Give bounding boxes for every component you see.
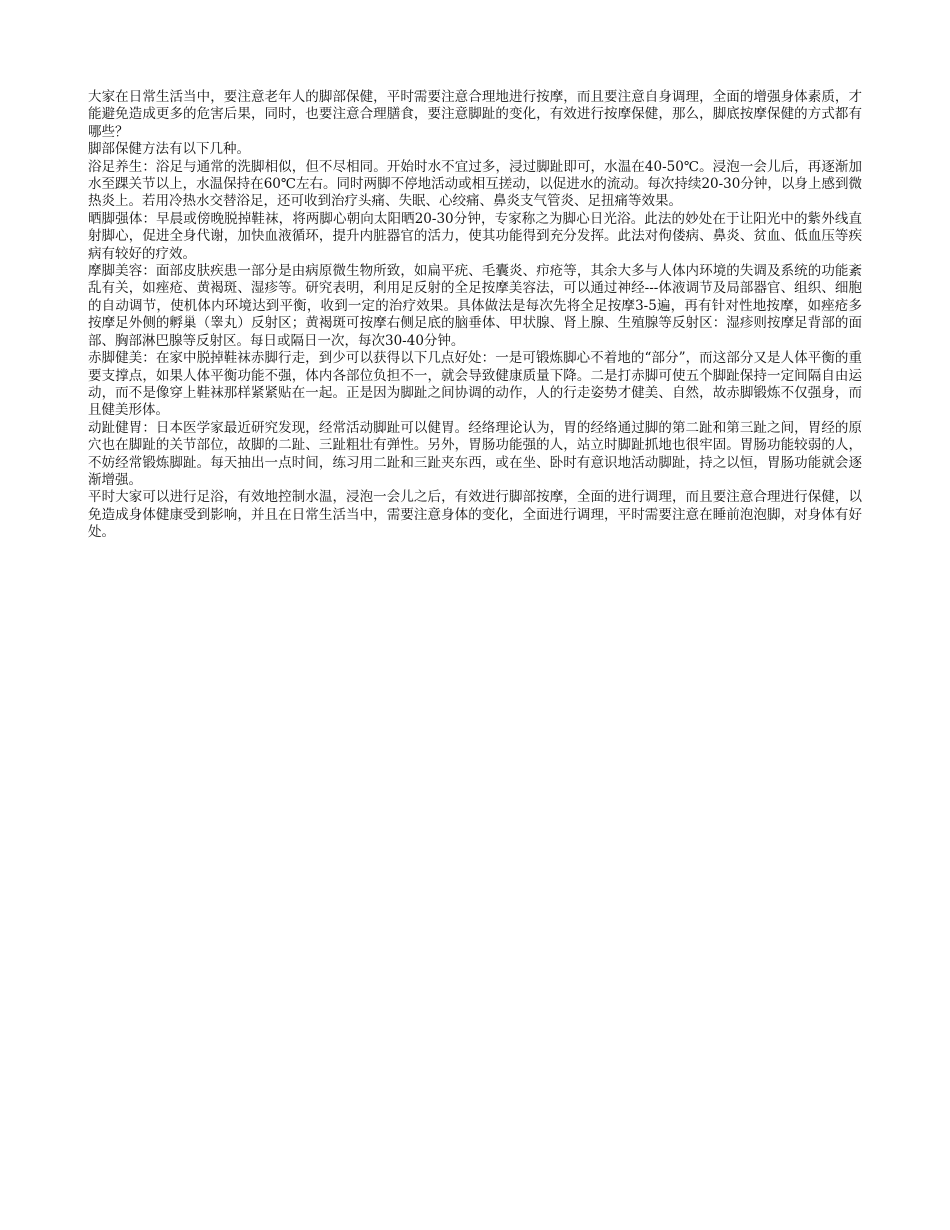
- paragraph-methods-heading: 脚部保健方法有以下几种。: [88, 141, 250, 158]
- paragraph-toe-exercise: 动趾健胃：日本医学家最近研究发现，经常活动脚趾可以健胃。经络理论认为，胃的经络通过脚的第二趾和第三趾之间，胃经的原穴也在脚趾的关节部位，故脚的二趾、三趾粗壮有弹性。另外，胃肠功能强的人，站立时脚趾抓地也很牢固。胃肠功能较弱的人，不妨经常锻炼脚趾。每天抽出一点时间，练习用二趾和三趾夹东西，或在坐、卧时有意识地活动脚趾，持之以恒，胃肠功能就会逐渐增强。: [88, 419, 862, 488]
- paragraph-sun-feet: 晒脚强体：早晨或傍晚脱掉鞋袜，将两脚心朝向太阳晒20-30分钟，专家称之为脚心日光浴。此法的妙处在于让阳光中的紫外线直射脚心，促进全身代谢，加快血液循环，提升内脏器官的活力，使其功能得到充分发挥。此法对佝偻病、鼻炎、贫血、低血压等疾病有较好的疗效。: [88, 210, 862, 262]
- paragraph-barefoot: 赤脚健美：在家中脱掉鞋袜赤脚行走，到少可以获得以下几点好处：一是可锻炼脚心不着地的“部分”，而这部分又是人体平衡的重要支撑点，如果人体平衡功能不强，体内各部位负担不一，就会导致健康质量下降。二是打赤脚可使五个脚趾保持一定间隔自由运动，而不是像穿上鞋袜那样紧紧贴在一起。正是因为脚趾之间协调的动作，人的行走姿势才健美、自然，故赤脚锻炼不仅强身，而且健美形体。: [88, 350, 862, 419]
- paragraph-intro: 大家在日常生活当中，要注意老年人的脚部保健，平时需要注意合理地进行按摩，而且要注意自身调理，全面的增强身体素质，才能避免造成更多的危害后果，同时，也要注意合理膳食，要注意脚趾的变化，有效进行按摩保健，那么，脚底按摩保健的方式都有哪些？: [88, 89, 862, 140]
- paragraph-foot-massage-beauty: 摩脚美容：面部皮肤疾患一部分是由病原微生物所致，如扁平疣、毛囊炎、疖疮等，其余大多与人体内环境的失调及系统的功能紊乱有关，如痤疮、黄褐斑、湿疹等。研究表明，利用足反射的全足按摩美容法，可以通过神经---体液调节及局部器官、组织、细胞的自动调节，使机体内环境达到平衡，收到一定的治疗效果。具体做法是每次先将全足按摩3-5遍，再有针对性地按摩，如痤疮多按摩足外侧的孵巢（睾丸）反射区；黄褐斑可按摩右侧足底的脑垂体、甲状腺、肾上腺、生殖腺等反射区：湿疹则按摩足背部的面部、胸部淋巴腺等反射区。每日或隔日一次，每次30-40分钟。: [88, 263, 862, 349]
- paragraph-conclusion: 平时大家可以进行足浴，有效地控制水温，浸泡一会儿之后，有效进行脚部按摩，全面的进行调理，而且要注意合理进行保健，以免造成身体健康受到影响，并且在日常生活当中，需要注意身体的变化，全面进行调理，平时需要注意在睡前泡泡脚，对身体有好处。: [88, 489, 862, 541]
- paragraph-foot-bath: 浴足养生：浴足与通常的洗脚相似，但不尽相同。开始时水不宜过多，浸过脚趾即可，水温在40-50℃。浸泡一会儿后，再逐渐加水至踝关节以上，水温保持在60℃左右。同时两脚不停地活动或相互搓动，以促进水的流动。每次持续20-30分钟，以身上感到微热炎上。若用冷热水交替浴足，还可收到治疗头痛、失眠、心绞痛、鼻炎支气管炎、足扭痛等效果。: [88, 158, 862, 210]
- article-body: [88, 89, 862, 542]
